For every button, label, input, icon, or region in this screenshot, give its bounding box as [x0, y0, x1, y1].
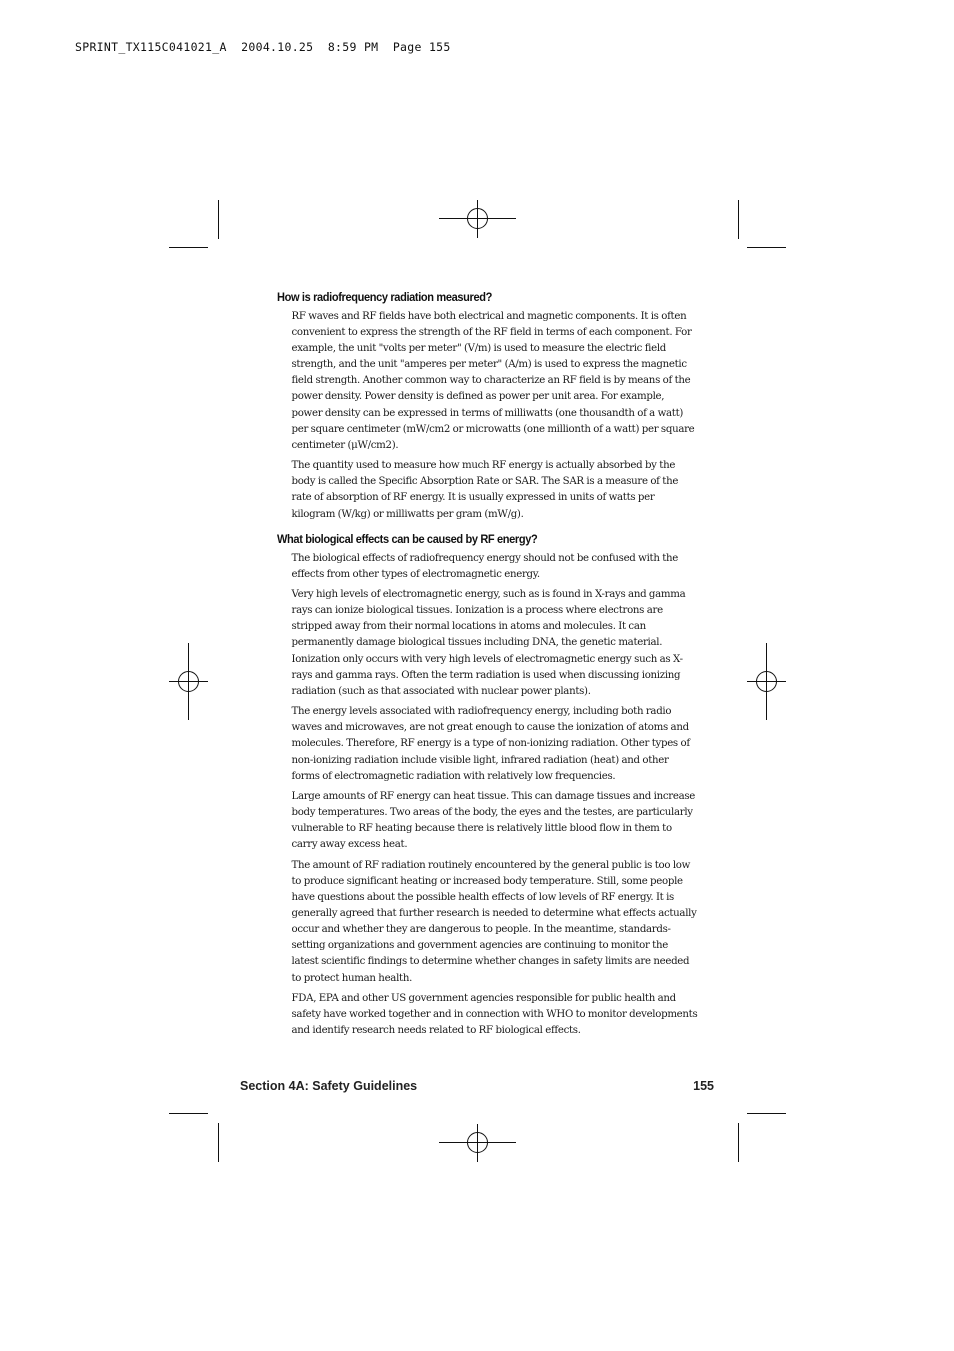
paragraph: The quantity used to measure how much RF energy is actually absorbed by the body is called the Specific Absorption Rate or SAR. The SAR is a measure of the rate of absorption of RF energy. It is usually expressed in units of watts per kilogram (W/kg) or milliwatts per gram (mW/g).	[291, 460, 679, 520]
paragraph: The energy levels associated with radiofrequency energy, including both radio waves and microwaves, are not great enough to cause the ionization of atoms and molecules. Therefore, RF energy is a type of non-ionizing radiation. Other types of non-ionizing radiation include visible light, infrared radiation (heat) and other forms of electromagnetic radiation with relatively low frequencies.	[291, 706, 690, 782]
page-content	[277, 290, 697, 1044]
section-heading-biological-effects: What biological effects can be caused by RF energy?	[277, 531, 538, 546]
paragraph: Large amounts of RF energy can heat tissue. This can damage tissues and increase body temperatures. Two areas of the body, the eyes and the testes, are particularly vulnerable to RF heating because there is relatively little blood flow in them to carry away excess heat.	[291, 791, 696, 851]
paragraph: The biological effects of radiofrequency energy should not be confused with the effects from other types of electromagnetic energy.	[291, 552, 679, 580]
paragraph: FDA, EPA and other US government agencies responsible for public health and safety have worked together and in connection with WHO to monitor developments and identify research needs related to RF biological effects.	[291, 993, 698, 1037]
paragraph: Very high levels of electromagnetic energy, such as is found in X-rays and gamma rays can ionize biological tissues. Ionization is a process where electrons are stripped away from their normal locations in atoms and molecules. It can permanently damage biological tissues including DNA, the genetic material. Ionization only occurs with very high levels of electromagnetic energy such as X-rays and gamma rays. Often the term radiation is used when discussing ionizing radiation (such as that associated with nuclear power plants).	[291, 589, 686, 697]
paragraph: The amount of RF radiation routinely encountered by the general public is too low to produce significant heating or increased body temperature. Still, some people have questions about the possible health effects of low levels of RF energy. It is generally agreed that further research is needed to determine what effects actually occur and whether they are dangerous to people. In the meantime, standards-setting organizations and government agencies are continuing to monitor the latest scientific findings to determine whether changes in safety limits are needed to protect human health.	[291, 859, 697, 984]
section-body-rf-measured	[292, 309, 698, 523]
page-number: 155	[693, 1079, 714, 1093]
section-heading-rf-measured: How is radiofrequency radiation measured?	[277, 290, 492, 304]
section-body-biological-effects	[292, 551, 698, 1040]
print-slug: SPRINT_TX115C041021_A 2004.10.25 8:59 PM Page 155	[75, 40, 451, 54]
paragraph: RF waves and RF fields have both electrical and magnetic components. It is often convenient to express the strength of the RF field in terms of each component. For example, the unit "volts per meter" (V/m) is used to measure the electric field strength, and the unit "amperes per meter" (A/m) is used to express the magnetic field strength. Another common way to characterize an RF field is by means of the power density. Power density is defined as power per unit area. For example, power density can be expressed in terms of milliwatts (one thousandth of a watt) per square centimeter (mW/cm2 or microwatts (one millionth of a watt) per square centimeter (μW/cm2).	[291, 311, 695, 451]
footer-section-label: Section 4A: Safety Guidelines	[240, 1079, 418, 1093]
